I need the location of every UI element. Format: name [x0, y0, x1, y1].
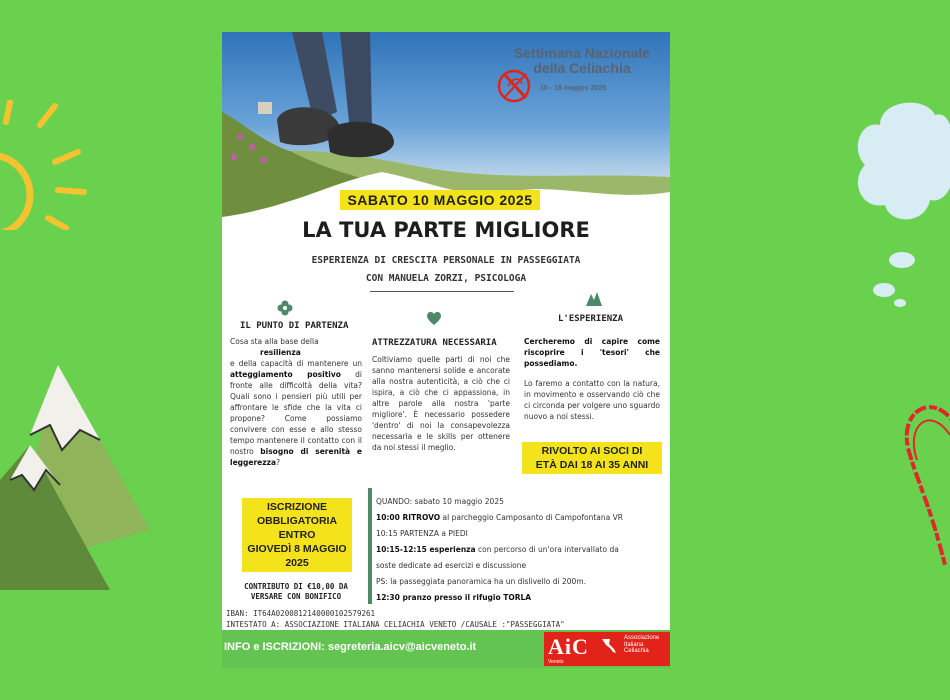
schedule-row: soste dedicate ad esercizi e discussione [376, 561, 527, 570]
page-title: LA TUA PARTE MIGLIORE [302, 218, 590, 242]
schedule [376, 494, 668, 606]
schedule-accent-bar [368, 488, 372, 604]
heart-outline-icon [895, 395, 950, 575]
flower-icon [277, 300, 293, 316]
start-heading: IL PUNTO DI PARTENZA [240, 321, 349, 331]
event-name: Settimana Nazionale della Celiachia [513, 45, 651, 76]
thought-cloud-icon [850, 95, 950, 310]
schedule-row: 10:15 PARTENZA a PIEDI [376, 529, 468, 538]
start-text: Cosa sta alla base della resilienza e della capacità di mantenere un atteggiamento positivo di fronte alle difficoltà della vita? Quali sono i pensieri più utili per affrontare le sfide che la vita ci propone? Come possiamo convivere con esse e allo stesso tempo mantenere il contatto con il nostro bisogno di serenità e leggerezza? [230, 337, 363, 467]
equipment-text: Coltiviamo quelle parti di noi che sanno mantenersi solide e ancorate alla nostra autenticità, a ciò che ci ispira, a ciò che ci appassiona, in altre parole alla nostra 'parte migliore'. È necessario possedere 'dentro' di noi la consapevolezza necessaria e le skills per ottenere da noi stessi il meglio. [372, 355, 510, 452]
target-audience: RIVOLTO AI SOCI DI ETÀ DAI 18 AI 35 ANNI [522, 442, 662, 474]
italy-map-icon [600, 637, 618, 657]
subtitle: ESPERIENZA DI CRESCITA PERSONALE IN PASSEGGIATA CON MANUELA ZORZI, PSICOLOGA [311, 255, 581, 284]
mountain-icon [586, 292, 602, 306]
fee: CONTRIBUTO DI €10,00 DA VERSARE CON BONIFICO [244, 582, 348, 601]
schedule-row: 12:30 pranzo presso il rifugio TORLA [376, 593, 532, 602]
schedule-when: QUANDO: sabato 10 maggio 2025 [376, 497, 504, 506]
date-banner: SABATO 10 MAGGIO 2025 [340, 190, 540, 210]
mountains-illustration [0, 360, 160, 590]
event-dates: 10 - 18 maggio 2025 [540, 85, 607, 92]
registration-deadline: ISCRIZIONE OBBLIGATORIA ENTRO GIOVEDÌ 8 MAGGIO 2025 [242, 498, 352, 572]
divider [370, 291, 514, 292]
equipment-heading: ATTREZZATURA NECESSARIA [372, 338, 497, 348]
footer [222, 630, 670, 668]
schedule-row: 10:00 RITROVO al parcheggio Camposanto di Campofontana VR [376, 513, 623, 522]
contact-email[interactable]: INFO e ISCRIZIONI: segreteria.aicv@aicveneto.it [224, 641, 477, 653]
schedule-note: PS: la passeggiata panoramica ha un dislivello di 200m. [376, 577, 587, 586]
experience-heading: L'ESPERIENZA [558, 314, 624, 324]
event-poster [222, 32, 670, 668]
schedule-row: 10:15-12:15 esperienza con percorso di un'ora intervallato da [376, 545, 619, 554]
sun-icon [0, 100, 90, 230]
heart-icon [426, 311, 442, 326]
experience-text: Cercheremo di capire come riscoprire i 'tesori' che possediamo. Lo faremo a contatto con la natura, in movimento e osservando ciò che ci circonda per volgere uno sguardo nuovo a noi stessi. [524, 337, 660, 421]
payment-details: IBAN: IT64A0200812140000102579261 INTESTATO A: ASSOCIAZIONE ITALIANA CELIACHIA VENETO /CAUSALE :"PASSEGGIATA" [226, 609, 565, 629]
aic-logo: AiC Associazione Italiana Celiachia Veneto [544, 632, 670, 666]
